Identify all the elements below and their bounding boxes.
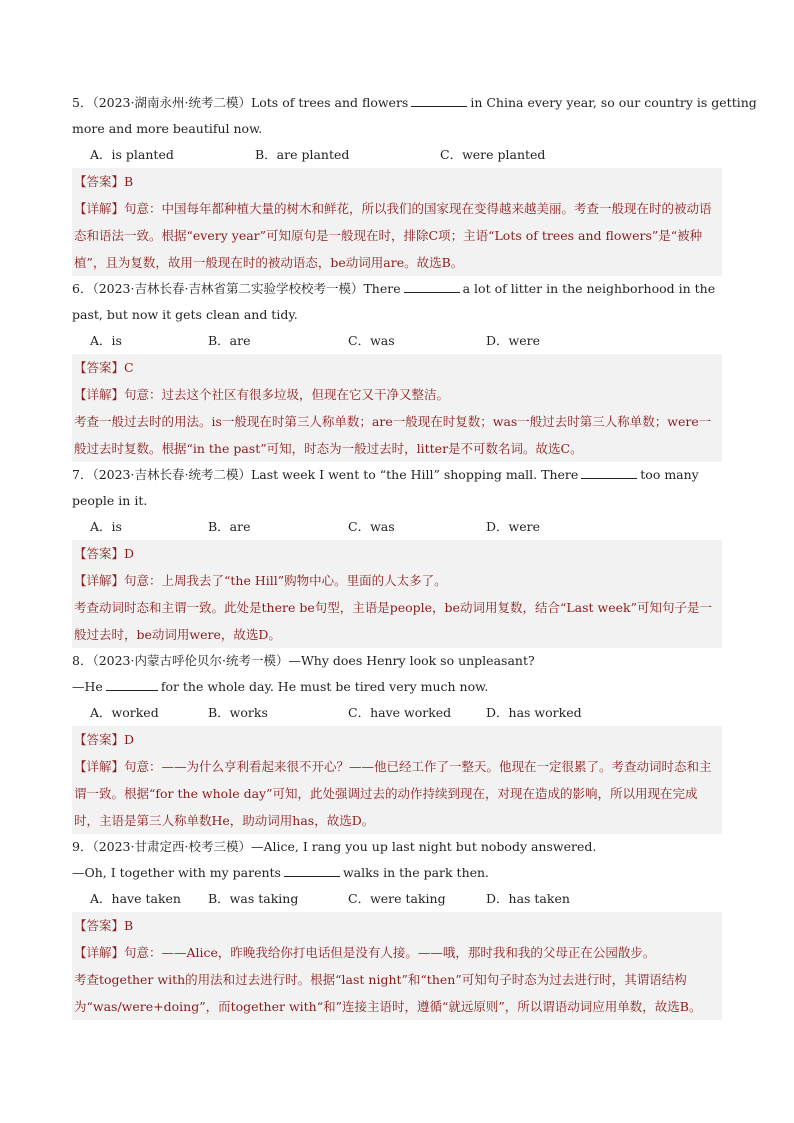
option-a[interactable]: A．have taken xyxy=(90,891,181,906)
answer-detail-cont: 考查动词时态和主谓一致。此处是there be句型，主语是people，be动词用复数，结合“Last week”可知句子是一般过去时，be动词用were，故选D。 xyxy=(74,600,712,642)
answer-label: 【答案】C xyxy=(74,360,134,375)
option-b[interactable]: B．are xyxy=(208,333,251,348)
option-c[interactable]: C．was xyxy=(348,519,395,534)
answer-blank[interactable] xyxy=(284,864,340,877)
question-stem-cont: people in it. xyxy=(72,493,148,508)
answer-blank[interactable] xyxy=(404,280,460,293)
answer-detail-cont: 考查一般过去时的用法。is一般现在时第三人称单数；are一般现在时复数；was一般过去时第三人称单数；were一般过去时复数。根据“in the past”可知，时态为一般过去时，litter是不可数名词。故选C。 xyxy=(74,414,712,456)
option-b[interactable]: B．are planted xyxy=(255,147,350,162)
question-9 xyxy=(72,834,722,886)
answer-blank[interactable] xyxy=(581,466,637,479)
options xyxy=(72,886,722,912)
option-c[interactable]: C．were taking xyxy=(348,891,446,906)
options xyxy=(72,514,722,540)
option-c[interactable]: C．were planted xyxy=(440,147,546,162)
option-c[interactable]: C．was xyxy=(348,333,395,348)
question-6 xyxy=(72,276,722,328)
content xyxy=(72,90,757,1020)
question-5 xyxy=(72,90,757,142)
answer-detail: 【详解】句意：——Alice，昨晚我给你打电话但是没有人接。——哦，那时我和我的父母正在公园散步。 xyxy=(74,945,656,960)
option-c[interactable]: C．have worked xyxy=(348,705,452,720)
answer-detail: 【详解】句意：过去这个社区有很多垃圾，但现在它又干净又整洁。 xyxy=(74,387,450,402)
option-a[interactable]: A．worked xyxy=(90,705,159,720)
answer-detail: 【详解】句意：上周我去了“the Hill”购物中心。里面的人太多了。 xyxy=(74,573,447,588)
option-d[interactable]: D．has taken xyxy=(486,891,570,906)
question-stem: 9．（2023·甘肃定西·校考三模）—Alice, I rang you up last night but nobody answered. xyxy=(72,839,597,854)
question-stem: 6．（2023·吉林长春·吉林省第二实验学校校考一模）There a lot of litter in the neighborhood in the xyxy=(72,281,716,296)
option-d[interactable]: D．were xyxy=(486,333,540,348)
answer-block xyxy=(72,726,722,834)
answer-label: 【答案】B xyxy=(74,918,134,933)
answer-block xyxy=(72,912,722,1020)
question-stem-cont: more and more beautiful now. xyxy=(72,121,263,136)
question-stem-cont: —Oh, I together with my parents walks in the park then. xyxy=(72,865,490,880)
answer-detail: 【详解】句意：中国每年都种植大量的树木和鲜花，所以我们的国家现在变得越来越美丽。考查一般现在时的被动语态和语法一致。根据“every year”可知原句是一般现在时，排除C项；主语“Lots of trees and flowers”是“被种植”，且为复数，故用一般现在时的被动语态，be动词用are。故选B。 xyxy=(74,201,712,270)
options xyxy=(72,328,722,354)
option-d[interactable]: D．were xyxy=(486,519,540,534)
option-a[interactable]: A．is xyxy=(90,519,122,534)
answer-label: 【答案】B xyxy=(74,174,134,189)
question-7 xyxy=(72,462,722,514)
question-stem: 7．（2023·吉林长春·统考二模）Last week I went to “the Hill” shopping mall. There too many xyxy=(72,467,699,482)
question-stem: 8．（2023·内蒙古呼伦贝尔·统考一模）—Why does Henry look so unpleasant? xyxy=(72,653,535,668)
answer-block xyxy=(72,168,722,276)
option-b[interactable]: B．works xyxy=(208,705,268,720)
options xyxy=(72,142,722,168)
answer-detail-cont: 考查together with的用法和过去进行时。根据“last night”和“then”可知句子时态为过去进行时，其谓语结构为“was/were+doing”，而together with“和”连接主语时，遵循“就远原则”，所以谓语动词应用单数，故选B。 xyxy=(74,972,702,1014)
option-a[interactable]: A．is xyxy=(90,333,122,348)
question-8 xyxy=(72,648,722,700)
answer-block xyxy=(72,354,722,462)
answer-blank[interactable] xyxy=(411,94,467,107)
question-stem-cont: —He for the whole day. He must be tired very much now. xyxy=(72,679,489,694)
answer-label: 【答案】D xyxy=(74,546,135,561)
answer-block xyxy=(72,540,722,648)
question-stem-cont: past, but now it gets clean and tidy. xyxy=(72,307,298,322)
option-b[interactable]: B．was taking xyxy=(208,891,299,906)
answer-detail: 【详解】句意：——为什么亨利看起来很不开心？——他已经工作了一整天。他现在一定很累了。考查动词时态和主谓一致。根据“for the whole day”可知，此处强调过去的动作持续到现在，对现在造成的影响，所以用现在完成时，主语是第三人称单数He，助动词用has，故选D。 xyxy=(74,759,712,828)
options xyxy=(72,700,722,726)
option-d[interactable]: D．has worked xyxy=(486,705,582,720)
answer-blank[interactable] xyxy=(106,678,158,691)
answer-label: 【答案】D xyxy=(74,732,135,747)
option-b[interactable]: B．are xyxy=(208,519,251,534)
question-stem: 5．（2023·湖南永州·统考二模）Lots of trees and flowers in China every year, so our country is getting xyxy=(72,95,757,110)
option-a[interactable]: A．is planted xyxy=(90,147,174,162)
